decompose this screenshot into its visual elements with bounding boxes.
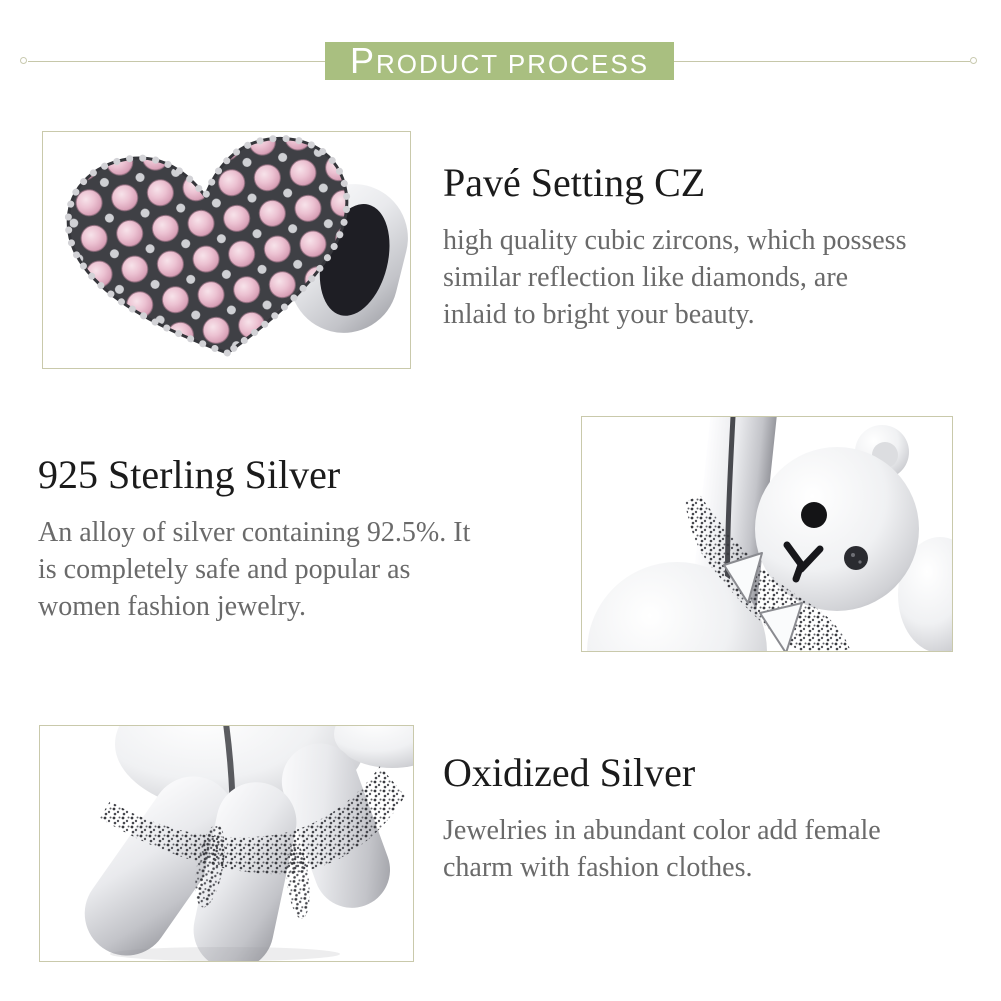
heart-charm-illustration xyxy=(43,132,410,368)
body-line: similar reflection like diamonds, are xyxy=(443,262,849,293)
section-heading: Oxidized Silver xyxy=(443,750,696,795)
body-line: women fashion jewelry. xyxy=(38,591,306,622)
section-pave-setting-cz xyxy=(443,160,991,333)
divider-dot-left xyxy=(20,57,27,64)
body-line: An alloy of silver containing 92.5%. It xyxy=(38,517,471,548)
body-line: is completely safe and popular as xyxy=(38,554,411,585)
body-line: charm with fashion clothes. xyxy=(443,852,753,883)
divider-line-left xyxy=(28,61,325,62)
section-banner xyxy=(325,42,674,80)
section-oxidized-silver xyxy=(443,750,991,886)
body-line: high quality cubic zircons, which possess xyxy=(443,225,907,256)
section-heading: Pavé Setting CZ xyxy=(443,160,706,205)
divider-line-right xyxy=(674,61,970,62)
body-line: Jewelries in abundant color add female xyxy=(443,815,881,846)
pink-pave-heart-charm-photo xyxy=(42,131,411,369)
bear-legs-illustration xyxy=(40,726,413,961)
divider-dot-right xyxy=(970,57,977,64)
oxidized-bear-legs-photo xyxy=(39,725,414,962)
page-title: PRODUCT PROCESS xyxy=(349,40,650,81)
section-925-sterling-silver xyxy=(38,452,568,625)
section-heading: 925 Sterling Silver xyxy=(38,452,341,497)
bear-charm-illustration xyxy=(582,417,952,651)
body-line: inlaid to bright your beauty. xyxy=(443,299,755,330)
silver-teddy-bear-charm-photo xyxy=(581,416,953,652)
